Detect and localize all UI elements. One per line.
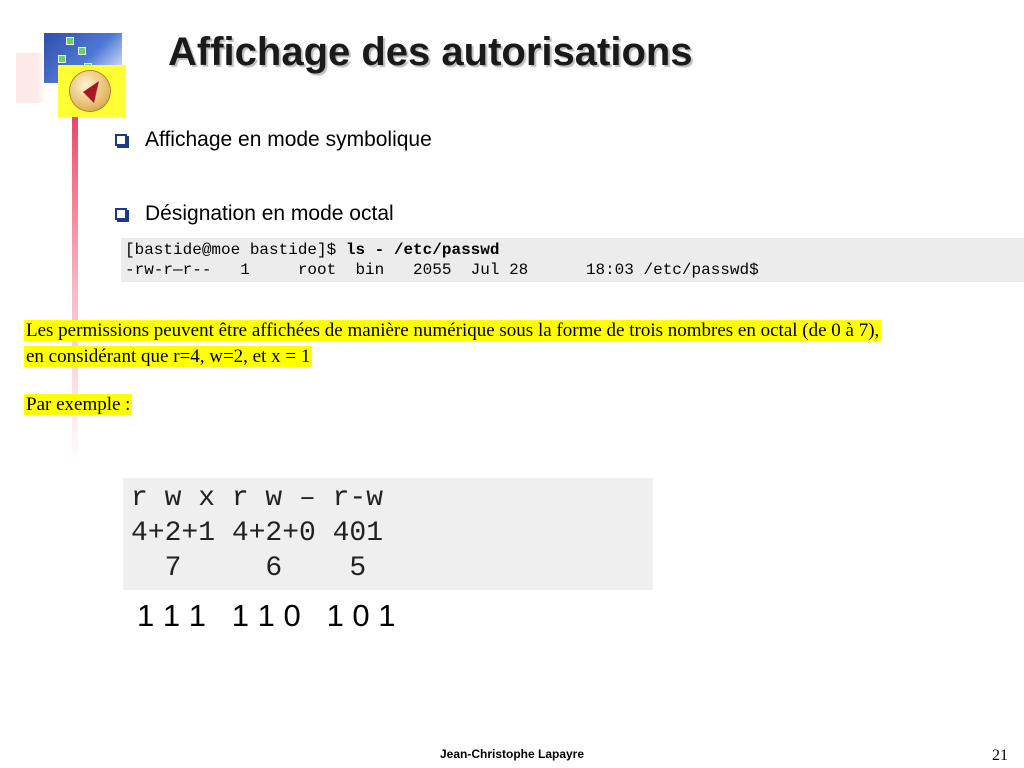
bullet-item xyxy=(115,202,394,226)
permissions-paragraph xyxy=(24,318,881,370)
paragraph-line-2: en considérant que r=4, w=2, et x = 1 xyxy=(26,346,311,367)
logo-figure-icon xyxy=(16,53,46,103)
permissions-table xyxy=(123,478,653,590)
permissions-octal-row: 7 6 5 xyxy=(131,553,367,584)
code-command-line xyxy=(125,240,1020,260)
bullet-text: Affichage en mode symbolique xyxy=(145,128,432,151)
logo-emblem xyxy=(58,65,126,117)
permissions-sum-row: 4+2+1 4+2+0 401 xyxy=(131,518,384,549)
page-number: 21 xyxy=(992,747,1008,764)
bullet-text: Désignation en mode octal xyxy=(145,202,394,225)
triangle-emblem-icon xyxy=(70,71,110,111)
permissions-symbolic-row: r w x r w – r-w xyxy=(131,483,384,514)
page-title: Affichage des autorisations xyxy=(168,30,693,74)
code-command: ls - /etc/passwd xyxy=(345,241,500,259)
code-prompt: [bastide@moe bastide]$ xyxy=(125,241,346,259)
code-output: -rw-r—r-- 1 root bin 2055 Jul 28 18:03 /etc/passwd$ xyxy=(125,261,759,279)
paragraph-line-1: Les permissions peuvent être affichées de manière numérique sous la forme de trois nombres en octal (de 0 à 7), xyxy=(26,320,880,341)
checkbox-bullet-icon xyxy=(115,134,127,146)
example-label: Par exemple : xyxy=(26,394,131,415)
checkbox-bullet-icon xyxy=(115,208,127,220)
bullet-item xyxy=(115,128,432,152)
footer-author: Jean-Christophe Lapayre xyxy=(439,747,585,761)
code-block xyxy=(121,238,1024,282)
example-paragraph xyxy=(24,392,132,418)
binary-values: 1 1 1 1 1 0 1 0 1 xyxy=(137,598,396,633)
